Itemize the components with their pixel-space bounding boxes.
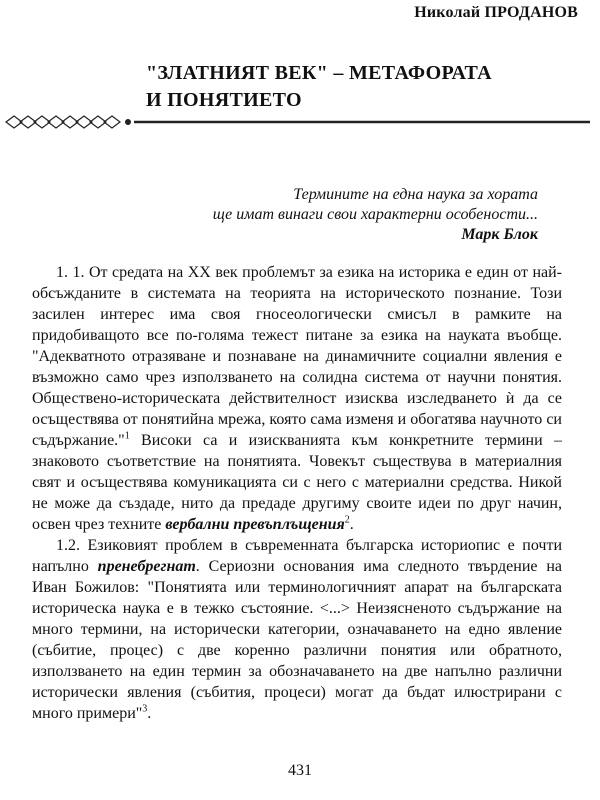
article-body: [32, 262, 562, 724]
page-number: 431: [288, 762, 312, 779]
paragraph-1-text: 1. 1. От средата на ХХ век проблемът за езика на историка е един от най-обсъжданите в системата на теорията на историческото познание. Този засилен интерес има своя гносеологически смисъл в рамките на придобиващото все по-голяма тежест питане за езика на науката въобще. "Адекватното отразяване и познаване на динамичните социални явления е възможно само чрез използването на солидна система от научни понятия. Обществено-историческата действителност изисква изследването ѝ да се осъществява от понятийна мрежа, която сама изменя и обогатява научното си съдържание.": [32, 264, 562, 449]
epigraph-author: Марк Блок: [461, 226, 538, 243]
epigraph-line-1: Термините на една наука за хората: [293, 186, 538, 203]
article-title-line-1: "ЗЛАТНИЯТ ВЕК" – МЕТАФОРАТА: [146, 62, 492, 84]
article-title: [146, 60, 566, 114]
article-title-line-2: И ПОНЯТИЕТО: [146, 89, 302, 111]
paragraph-2-text-continued: . Сериозни основания има следното твърдение на Иван Божилов: "Понятията или терминологичният апарат на българската историческа наука е в тежко състояние. <...> Неизясненото съдържание на много термини, на исторически категории, означаването на едно явление (събитие, процес) с две коренно различни понятия или обратното, използването на един термин за обозначаването на две напълно различни исторически явления (събития, процеси) могат да бъдат илюстрирани с много примери": [32, 558, 562, 722]
paragraph-1: [32, 262, 562, 535]
emphasis-neglected: пренебрегнат: [97, 558, 196, 575]
emphasis-verbal-embodiments: вербални превъплъщения: [165, 516, 345, 533]
paragraph-2-text: 1.2. Езиковият проблем в съвременната българска историопис е почти напълно: [32, 537, 562, 575]
footnote-ref-3[interactable]: 3: [142, 703, 148, 715]
footnote-ref-1[interactable]: 1: [124, 430, 130, 442]
paragraph-2: [32, 535, 562, 724]
decorative-rule-ornament: [0, 110, 600, 134]
running-header-author: Николай ПРОДАНОВ: [414, 4, 578, 21]
epigraph-line-2: ще имат винаги свои характерни особености...: [212, 206, 538, 223]
paragraph-1-end: .: [349, 516, 354, 533]
paragraph-1-text-continued: Високи са и изискванията към конкретните термини – знаковото съответствие на понятията. Човекът съществува в материалния свят и осъществява комуникацията си с него с материални средства. Никой не може да създаде, нито да предаде другиму своите идеи по друг начин, освен чрез техните: [32, 432, 562, 533]
paragraph-2-end: .: [147, 705, 152, 722]
epigraph: [213, 185, 538, 245]
footnote-ref-2[interactable]: 2: [344, 514, 350, 526]
